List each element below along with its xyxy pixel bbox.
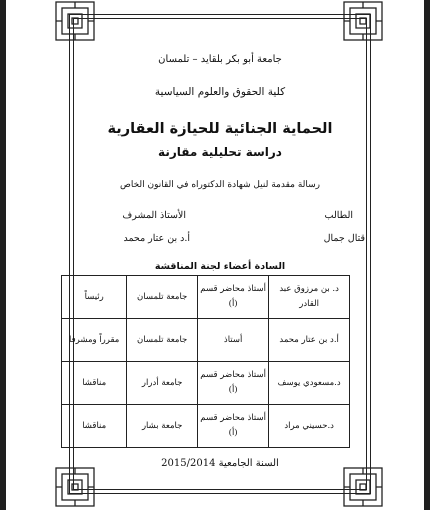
jury-role: مقرراً ومشرفا	[62, 319, 127, 362]
corner-ornament	[54, 466, 96, 508]
corner-ornament	[54, 0, 96, 42]
thesis-title: الحماية الجنائية للحيازة العقارية	[107, 121, 333, 137]
corner-ornament	[342, 0, 384, 42]
jury-role: رئيساً	[62, 276, 127, 319]
student-name: قتال جمال	[323, 233, 365, 244]
jury-rank: أستاذ محاضر قسم (أ)	[197, 276, 268, 319]
table-row	[62, 405, 350, 448]
table-row	[62, 319, 350, 362]
table-row	[62, 362, 350, 405]
thesis-subtitle: دراسة تحليلية مقارنة	[158, 145, 282, 159]
jury-name: د.حسيني مراد	[269, 405, 350, 448]
jury-rank: أستاذ محاضر قسم (أ)	[197, 405, 268, 448]
jury-role: مناقشا	[62, 362, 127, 405]
supervisor-label: الأستاذ المشرف	[122, 210, 186, 221]
student-label: الطالب	[324, 210, 353, 221]
jury-name: أ.د بن عتار محمد	[269, 319, 350, 362]
jury-university: جامعة تلمسان	[127, 319, 198, 362]
jury-university: جامعة أدرار	[127, 362, 198, 405]
jury-name: د.مسعودي يوسف	[269, 362, 350, 405]
jury-table	[61, 275, 350, 448]
faculty-name: كلية الحقوق والعلوم السياسية	[154, 86, 286, 98]
jury-university: جامعة تلمسان	[127, 276, 198, 319]
document-page	[6, 0, 424, 510]
academic-year: السنة الجامعية 2015/2014	[161, 458, 279, 469]
jury-role: مناقشا	[62, 405, 127, 448]
corner-ornament	[342, 466, 384, 508]
jury-heading: السادة أعضاء لجنة المناقشة	[154, 261, 286, 272]
jury-university: جامعة بشار	[127, 405, 198, 448]
supervisor-name: أ.د بن عتار محمد	[123, 233, 190, 244]
jury-rank: أستاذ	[197, 319, 268, 362]
university-name: جامعة أبو بكر بلقايد – تلمسان	[158, 54, 282, 65]
table-row	[62, 276, 350, 319]
jury-rank: أستاذ محاضر قسم (أ)	[197, 362, 268, 405]
jury-name: د. بن مرزوق عبد القادر	[269, 276, 350, 319]
thesis-note: رسالة مقدمة لنيل شهادة الدكتوراه في القانون الخاص	[119, 180, 321, 190]
